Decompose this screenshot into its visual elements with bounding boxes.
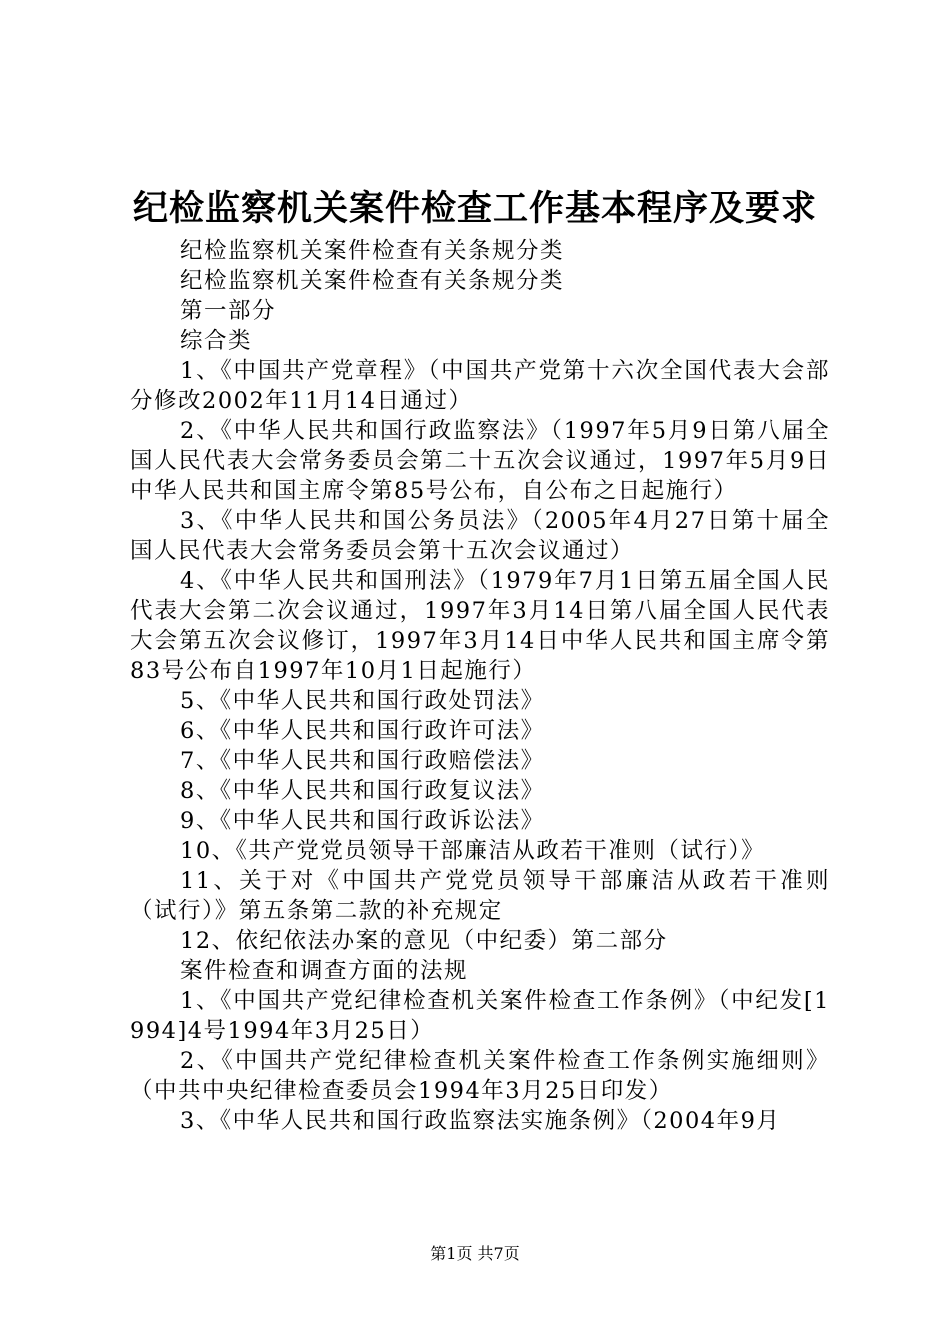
list-item: 1、《中国共产党章程》（中国共产党第十六次全国代表大会部分修改2002年11月14日通过） (130, 358, 830, 414)
paragraph: 纪检监察机关案件检查有关条规分类 (180, 238, 565, 264)
list-item: 10、《共产党党员领导干部廉洁从政若干准则（试行）》 (180, 838, 766, 864)
list-item: 3、《中华人民共和国行政监察法实施条例》（2004年9月 (180, 1108, 781, 1134)
paragraph: 纪检监察机关案件检查有关条规分类 (180, 268, 565, 294)
list-item: 8、《中华人民共和国行政复议法》 (180, 778, 545, 804)
list-item: 1、《中国共产党纪律检查机关案件检查工作条例》（中纪发[1994]4号1994年3月25日） (130, 988, 830, 1044)
list-item: 6、《中华人民共和国行政许可法》 (180, 718, 545, 744)
list-item: 4、《中华人民共和国刑法》（1979年7月1日第五届全国人民代表大会第二次会议通过，1997年3月14日第八届全国人民代表大会第五次会议修订，1997年3月14日中华人民共和国主席令第83号公布自1997年10月1日起施行） (130, 568, 830, 684)
section-heading: 综合类 (180, 328, 253, 354)
list-item: 3、《中华人民共和国公务员法》（2005年4月27日第十届全国人民代表大会常务委员会第十五次会议通过） (130, 508, 830, 564)
list-item: 7、《中华人民共和国行政赔偿法》 (180, 748, 545, 774)
section-heading: 案件检查和调查方面的法规 (180, 958, 469, 984)
list-item: 9、《中华人民共和国行政诉讼法》 (180, 808, 545, 834)
list-item: 5、《中华人民共和国行政处罚法》 (180, 688, 545, 714)
list-item: 2、《中华人民共和国行政监察法》（1997年5月9日第八届全国人民代表大会常务委员会第二十五次会议通过，1997年5月9日中华人民共和国主席令第85号公布，自公布之日起施行） (130, 418, 830, 504)
list-item: 11、关于对《中国共产党党员领导干部廉洁从政若干准则（试行）》第五条第二款的补充规定 (130, 868, 830, 924)
list-item: 12、依纪依法办案的意见（中纪委）第二部分 (180, 928, 668, 954)
document-title: 纪检监察机关案件检查工作基本程序及要求 (132, 188, 817, 229)
list-item: 2、《中国共产党纪律检查机关案件检查工作条例实施细则》（中共中央纪律检查委员会1994年3月25日印发） (130, 1048, 830, 1104)
document-body (130, 236, 830, 1136)
page-footer: 第1页 共7页 (430, 1244, 520, 1263)
section-heading: 第一部分 (180, 298, 277, 324)
